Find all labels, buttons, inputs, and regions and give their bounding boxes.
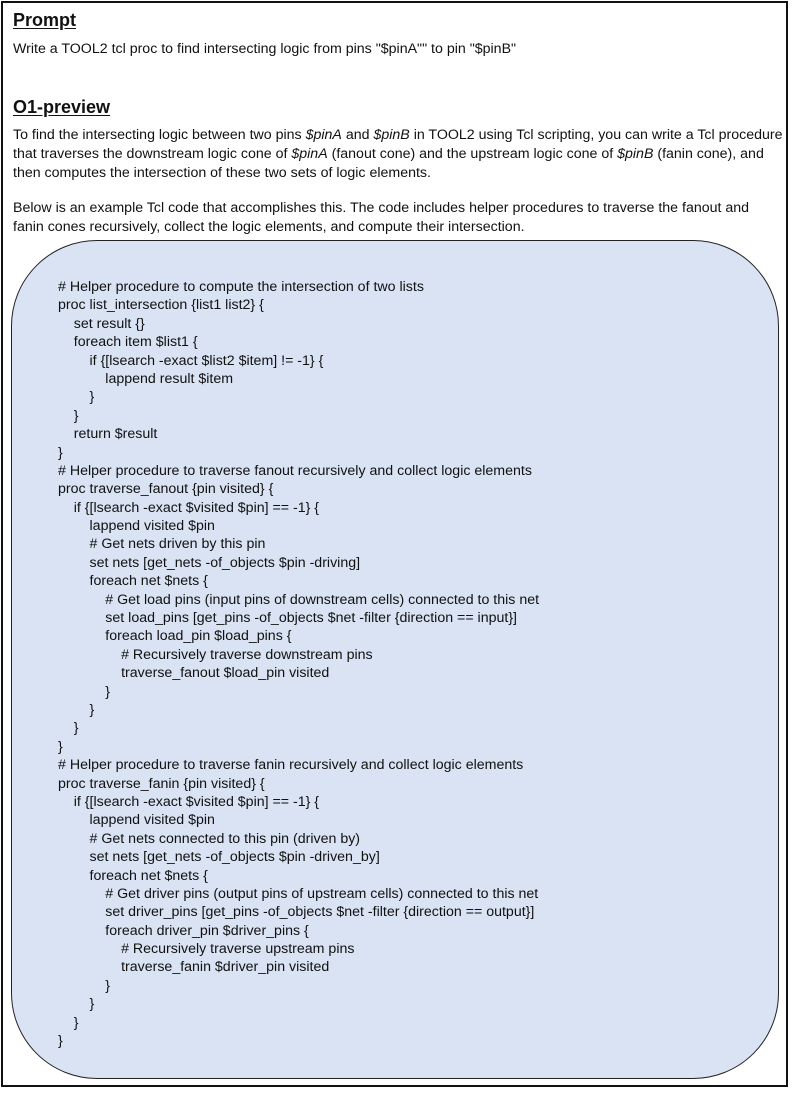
code-line: # Get nets driven by this pin bbox=[58, 536, 266, 553]
code-line: proc traverse_fanin {pin visited} { bbox=[58, 775, 265, 792]
p1-part-a: To find the intersecting logic between two pins bbox=[13, 127, 306, 143]
code-line: # Helper procedure to compute the intersection of two lists bbox=[58, 279, 424, 295]
code-line: proc traverse_fanout {pin visited} { bbox=[58, 481, 274, 498]
code-line: } bbox=[58, 1014, 79, 1031]
code-line: # Helper procedure to traverse fanin recursively and collect logic elements bbox=[58, 757, 524, 774]
code-line: lappend visited $pin bbox=[58, 518, 215, 535]
response-paragraph-1 bbox=[13, 126, 783, 183]
code-line: set nets [get_nets -of_objects $pin -driven_by] bbox=[58, 849, 380, 866]
code-line: # Get nets connected to this pin (driven by) bbox=[58, 830, 361, 847]
code-line: # Helper procedure to traverse fanout recursively and collect logic elements bbox=[58, 462, 532, 479]
code-line: set load_pins [get_pins -of_objects $net -filter {direction == input}] bbox=[58, 610, 518, 627]
code-line: return $result bbox=[58, 426, 158, 443]
code-line: } bbox=[58, 683, 111, 700]
code-line: foreach net $nets { bbox=[58, 867, 208, 884]
pin-b-ref: $pinB bbox=[373, 127, 410, 143]
code-line: # Get driver pins (output pins of upstream cells) connected to this net bbox=[58, 885, 539, 902]
code-line: traverse_fanin $driver_pin visited bbox=[58, 959, 330, 976]
code-line: set driver_pins [get_pins -of_objects $net -filter {direction == output}] bbox=[58, 904, 535, 921]
p1-part-d: (fanout cone) and the upstream logic cone of bbox=[327, 146, 618, 162]
p1-part-b: and bbox=[341, 127, 374, 143]
p1-part-c: in TOOL2 using Tcl scripting, you can write a Tcl procedure that traverses the downstream logic cone of bbox=[13, 127, 783, 162]
code-line: foreach driver_pin $driver_pins { bbox=[58, 922, 309, 939]
code-line: set result {} bbox=[58, 315, 145, 332]
code-line: lappend result $item bbox=[58, 370, 234, 387]
code-line: lappend visited $pin bbox=[58, 812, 215, 829]
code-line: } bbox=[58, 720, 79, 737]
response-paragraph-2: Below is an example Tcl code that accomplishes this. The code includes helper procedures to traverse the fanout and fanin cones recursively, collect the logic elements, and compute their intersection. bbox=[13, 200, 750, 235]
code-line: } bbox=[58, 738, 63, 755]
code-block bbox=[58, 278, 539, 1050]
code-line: } bbox=[58, 407, 79, 424]
prompt-heading: Prompt bbox=[13, 10, 76, 30]
code-line: if {[lsearch -exact $list2 $item] != -1} { bbox=[58, 352, 324, 369]
code-line: proc list_intersection {list1 list2} { bbox=[58, 297, 264, 314]
code-line: # Recursively traverse downstream pins bbox=[58, 646, 373, 663]
code-line: if {[lsearch -exact $visited $pin] == -1} { bbox=[58, 499, 320, 516]
code-line: } bbox=[58, 977, 111, 994]
code-line: set nets [get_nets -of_objects $pin -driving] bbox=[58, 554, 361, 571]
pin-a-ref-2: $pinA bbox=[291, 146, 328, 162]
p1-part-e: (fanin cone), and then computes the intersection of these two sets of logic elements. bbox=[13, 146, 764, 181]
code-line: # Recursively traverse upstream pins bbox=[58, 941, 355, 958]
code-line: # Get load pins (input pins of downstream cells) connected to this net bbox=[58, 591, 540, 608]
response-heading: O1-preview bbox=[13, 97, 111, 117]
pin-a-ref: $pinA bbox=[305, 127, 342, 143]
code-line: } bbox=[58, 444, 63, 461]
code-line: } bbox=[58, 1033, 63, 1050]
code-line: foreach item $list1 { bbox=[58, 334, 198, 351]
prompt-text: Write a TOOL2 tcl proc to find intersecting logic from pins "$pinA"" to pin "$pinB" bbox=[13, 41, 517, 57]
code-line: } bbox=[58, 389, 95, 406]
pin-b-ref-2: $pinB bbox=[617, 146, 654, 162]
code-line: traverse_fanout $load_pin visited bbox=[58, 665, 330, 682]
code-line: foreach net $nets { bbox=[58, 573, 208, 590]
code-line: if {[lsearch -exact $visited $pin] == -1} { bbox=[58, 793, 320, 810]
code-line: } bbox=[58, 996, 95, 1013]
code-line: foreach load_pin $load_pins { bbox=[58, 628, 292, 645]
code-line: } bbox=[58, 701, 95, 718]
